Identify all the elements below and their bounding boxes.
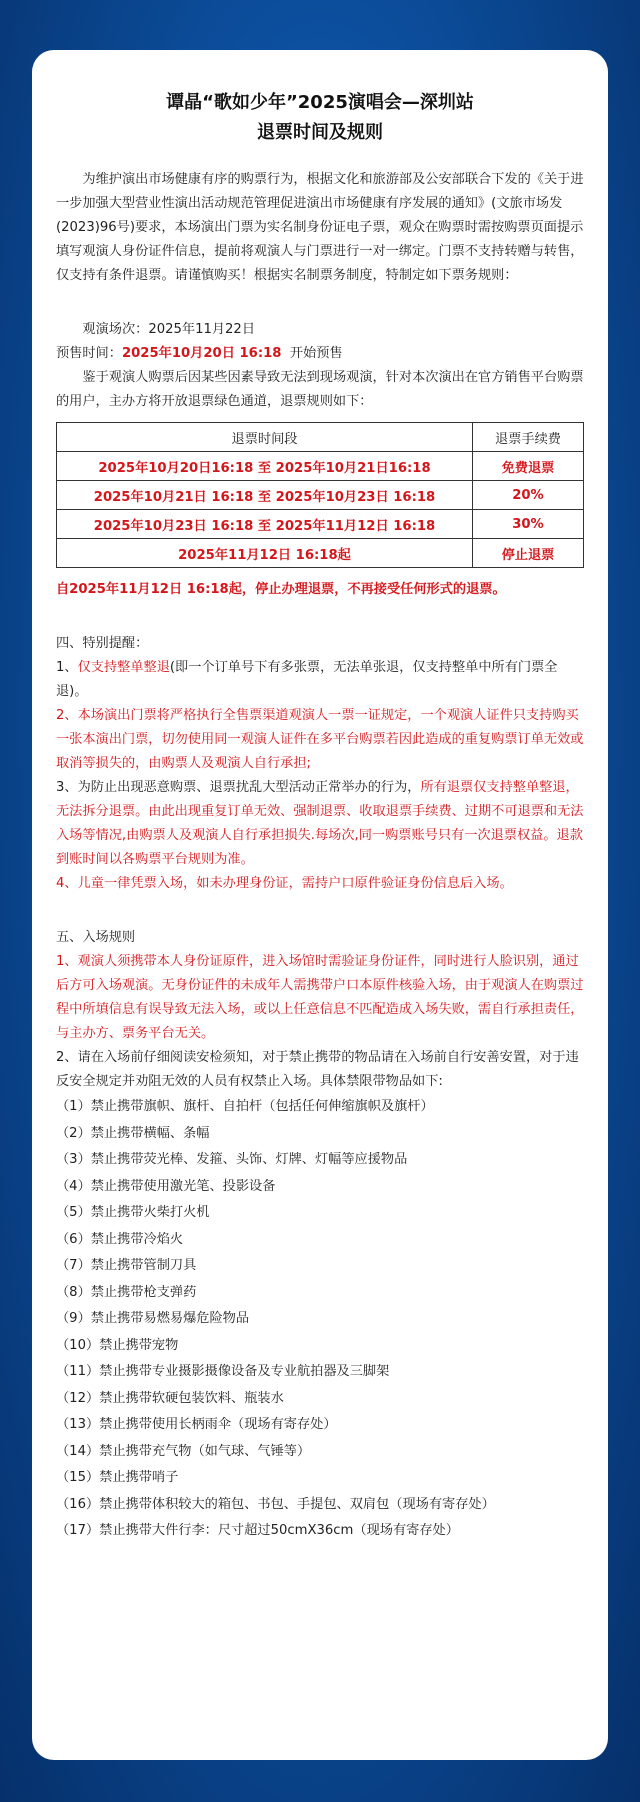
presale-suffix: 开始预售: [289, 346, 343, 361]
list-item: （14）禁止携带充气物（如气球、气锤等）: [56, 1443, 311, 1459]
section-4-title: 四、特别提醒：: [56, 636, 149, 651]
section-5-title: 五、入场规则: [56, 930, 136, 945]
list-item: （15）禁止携带哨子: [56, 1470, 179, 1485]
reminder-1-prefix: 1、: [56, 660, 78, 675]
presale-label: 预售时间：: [56, 346, 122, 361]
list-item: （12）禁止携带软硬包装饮料、瓶装水: [56, 1390, 284, 1406]
reminder-3-prefix: 3、为防止出现恶意购票、退票扰乱大型活动正常举办的行为，: [56, 780, 421, 795]
table-row: [57, 510, 584, 539]
table-cell-fee: 20%: [473, 481, 584, 510]
table-cell-fee: 免费退票: [473, 452, 584, 481]
notice-card: [32, 50, 608, 1760]
list-item: （5）禁止携带火柴打火机: [56, 1205, 210, 1220]
reminder-3-highlight: 所有退票仅支持整单整退，无法拆分退票。由此出现重复订单无效、强制退票、收取退票手续费、过期不可退票和无法入场等情况,由购票人及观演人自行承担损失.每场次,同一购票账号只有一次退票权益。退款到账时间以各购票平台规则为准。: [56, 780, 584, 867]
presale-time: 2025年10月20日 16:18: [121, 346, 282, 361]
table-header-period: 退票时间段: [57, 423, 473, 452]
table-cell-fee: 停止退票: [473, 539, 584, 568]
stop-refund-notice: 自2025年11月12日 16:18起，停止办理退票，不再接受任何形式的退票。: [56, 582, 506, 597]
show-date-value: 2025年11月22日: [148, 322, 256, 337]
entry-rule-1: 1、观演人须携带本人身份证原件，进入场馆时需验证身份证件，同时进行人脸识别，通过后方可入场观演。无身份证件的未成年人需携带户口本原件核验入场，由于观演人在购票过程中所填信息有误导致无法入场，或以上任意信息不匹配造成入场失败，需自行承担责任，与主办方、票务平台无关。: [56, 954, 584, 1041]
list-item: （17）禁止携带大件行李：尺寸超过50cmX36cm（现场有寄存处）: [56, 1523, 459, 1538]
list-item: （8）禁止携带枪支弹药: [56, 1284, 197, 1300]
table-cell-period: 2025年10月23日 16:18 至 2025年11月12日 16:18: [57, 510, 473, 539]
page-title: [56, 88, 584, 148]
list-item: （7）禁止携带管制刀具: [56, 1258, 197, 1273]
reminder-2: 2、本场演出门票将严格执行全售票渠道观演人一票一证规定，一个观演人证件只支持购买一张本演出门票，切勿使用同一观演人证件在多平台购票若因此造成的重复购票订单无效或取消等损失的，由购票人及观演人自行承担;: [56, 708, 584, 771]
list-item: （9）禁止携带易燃易爆危险物品: [56, 1311, 250, 1326]
refund-intro: 鉴于观演人购票后因某些因素导致无法到现场观演，针对本次演出在官方销售平台购票的用户，主办方将开放退票绿色通道，退票规则如下：: [56, 370, 584, 409]
table-cell-period: 2025年10月21日 16:18 至 2025年10月23日 16:18: [57, 481, 473, 510]
prohibited-items-list: [56, 1094, 584, 1545]
intro-paragraph: 为维护演出市场健康有序的购票行为，根据文化和旅游部及公安部联合下发的《关于进一步加强大型营业性演出活动规范管理促进演出市场健康有序发展的通知》(文旅市场发(2023)96号)要求，本场演出门票为实名制身份证电子票，观众在购票时需按购票页面提示填写观演人身份证件信息，提前将观演人与门票进行一对一绑定。门票不支持转赠与转售，仅支持有条件退票。请谨慎购买！根据实名制票务制度，特制定如下票务规则：: [56, 172, 584, 283]
entry-rule-2: 2、请在入场前仔细阅读安检须知，对于禁止携带的物品请在入场前自行安善安置，对于违反安全规定并劝阻无效的人员有权禁止入场。具体禁限带物品如下:: [56, 1050, 579, 1089]
list-item: （1）禁止携带旗帜、旗杆、自拍杆（包括任何伸缩旗帜及旗杆）: [56, 1099, 434, 1114]
list-item: （3）禁止携带荧光棒、发箍、头饰、灯牌、灯幅等应援物品: [56, 1152, 408, 1167]
refund-table: [56, 422, 584, 568]
reminder-1: [56, 656, 584, 704]
list-item: （10）禁止携带宠物: [56, 1337, 179, 1353]
list-item: （2）禁止携带横幅、条幅: [56, 1125, 210, 1141]
reminder-4: 4、儿童一律凭票入场，如未办理身份证，需持户口原件验证身份信息后入场。: [56, 876, 513, 891]
title-line-1: 谭晶“歌如少年”2025演唱会—深圳站: [166, 92, 474, 113]
table-row: [57, 452, 584, 481]
list-item: （4）禁止携带使用激光笔、投影设备: [56, 1178, 276, 1194]
table-row: [57, 481, 584, 510]
reminder-1-rest: (即一个订单号下有多张票，无法单张退，仅支持整单中所有门票全退)。: [56, 660, 558, 699]
table-row: [57, 539, 584, 568]
table-header-fee: 退票手续费: [473, 423, 584, 452]
table-header-row: [57, 423, 584, 452]
show-date-label: 观演场次：: [82, 322, 149, 337]
table-cell-period: 2025年10月20日16:18 至 2025年10月21日16:18: [57, 452, 473, 481]
show-date-line: [56, 318, 584, 342]
reminder-1-highlight: 仅支持整单整退: [77, 660, 170, 675]
reminder-3: [56, 776, 584, 872]
presale-line: [56, 342, 584, 366]
table-cell-fee: 30%: [473, 510, 584, 539]
list-item: （16）禁止携带体积较大的箱包、书包、手提包、双肩包（现场有寄存处）: [56, 1496, 495, 1512]
table-cell-period: 2025年11月12日 16:18起: [57, 539, 473, 568]
list-item: （6）禁止携带冷焰火: [56, 1231, 184, 1247]
list-item: （13）禁止携带使用长柄雨伞（现场有寄存处）: [56, 1417, 337, 1432]
list-item: （11）禁止携带专业摄影摄像设备及专业航拍器及三脚架: [56, 1364, 390, 1379]
title-line-2: 退票时间及规则: [257, 122, 383, 143]
